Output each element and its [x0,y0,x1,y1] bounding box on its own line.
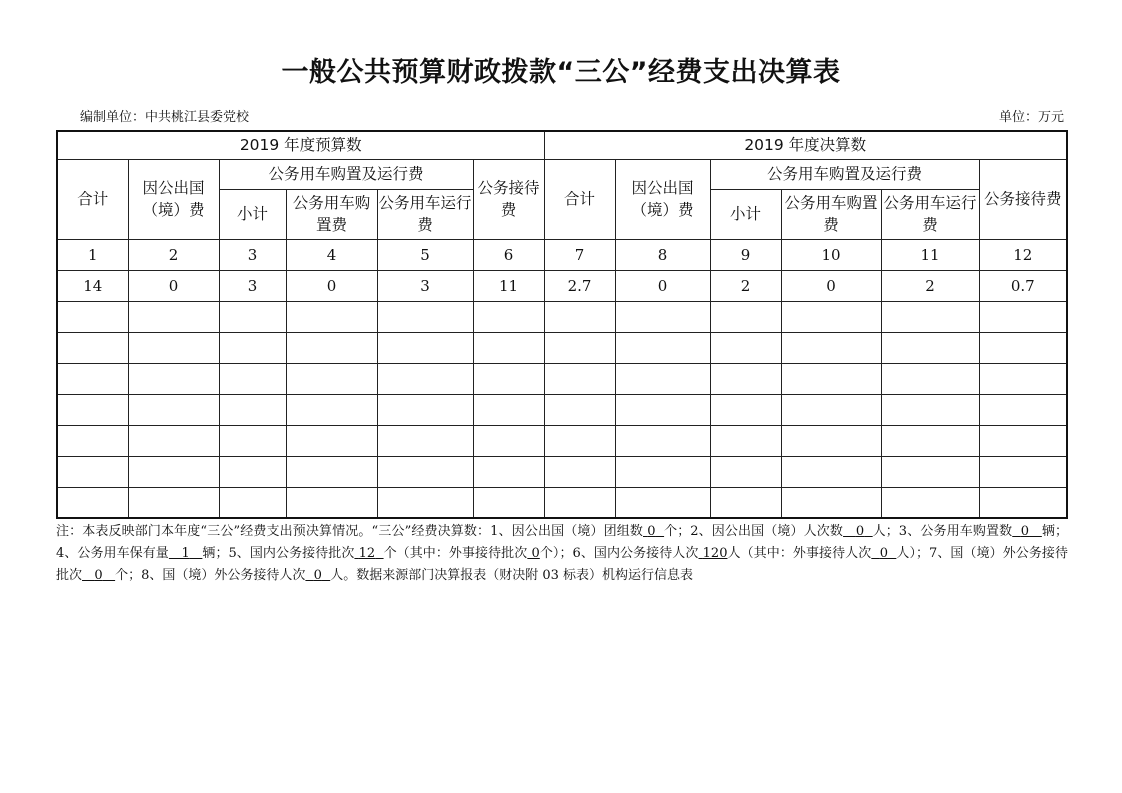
empty-row [57,363,1067,394]
empty-row [57,332,1067,363]
table-cell: 8 [615,239,710,270]
budget-group-header: 2019 年度预算数 [57,131,544,159]
final-subtotal-header: 小计 [710,189,781,239]
table-cell: 2 [710,270,781,301]
table-cell: 2.7 [544,270,615,301]
travel-persons-value: 0 [855,524,865,539]
table-cell: 5 [377,239,473,270]
table-cell: 10 [781,239,881,270]
index-row [57,239,1067,270]
compiling-unit: 编制单位：中共桃江县委党校 [80,110,250,125]
domestic-reception-batches-value: 12 [358,546,376,561]
budget-subtotal-header: 小计 [219,189,286,239]
table-cell: 0 [128,270,219,301]
table-cell: 0 [615,270,710,301]
table-cell: 7 [544,239,615,270]
final-vehicle-running-header: 公务用车运行费 [881,189,979,239]
table-cell: 2 [128,239,219,270]
empty-row [57,301,1067,332]
footnote: 注：本表反映部门本年度“三公”经费支出预决算情况。“三公”经费决算数：1、因公出国（境）团组数 0 个；2、因公出国（境）人次数 0 人；3、公务用车购置数 0 辆；4、公务用车保有量 1 辆；5、国内公务接待批次 12 个（其中：外事接待批次 0个）；6、国内公务接待人次 120人（其中：外事接待人次 0 人）；7、国（境）外公务接待批次 0 个；8、国（境）外公务接待人次 0 人。数据来源部门决算报表（财决附 03 标表）机构运行信息表 [56,524,1068,583]
table-cell: 0 [286,270,377,301]
final-total-header: 合计 [544,159,615,239]
budget-travel-header: 因公出国（境）费 [128,159,219,239]
final-vehicle-group-header: 公务用车购置及运行费 [710,159,979,189]
empty-row [57,394,1067,425]
final-reception-header: 公务接待费 [979,159,1067,239]
empty-row [57,456,1067,487]
table-cell: 0 [781,270,881,301]
empty-row [57,425,1067,456]
overseas-reception-batches-value: 0 [94,568,103,583]
overseas-reception-persons-value: 0 [313,568,322,583]
table-cell: 14 [57,270,128,301]
foreign-affairs-persons-value: 0 [879,546,888,561]
table-cell: 3 [219,239,286,270]
column-header-row [57,159,1067,189]
expense-table [56,130,1068,519]
table-cell: 3 [219,270,286,301]
table-cell: 6 [473,239,544,270]
table-cell: 9 [710,239,781,270]
table-cell: 1 [57,239,128,270]
group-header-row [57,131,1067,159]
table-cell: 2 [881,270,979,301]
table-cell: 11 [473,270,544,301]
table-cell: 3 [377,270,473,301]
table-cell: 11 [881,239,979,270]
vehicle-holdings-value: 1 [181,546,190,561]
final-travel-header: 因公出国（境）费 [615,159,710,239]
budget-vehicle-purchase-header: 公务用车购置费 [286,189,377,239]
table-cell: 0.7 [979,270,1067,301]
domestic-reception-persons-value: 120 [702,546,728,561]
currency-unit: 单位：万元 [998,110,1064,125]
vehicle-purchase-count-value: 0 [1020,524,1030,539]
budget-vehicle-running-header: 公务用车运行费 [377,189,473,239]
data-row [57,270,1067,301]
final-vehicle-purchase-header: 公务用车购置费 [781,189,881,239]
budget-reception-header: 公务接待费 [473,159,544,239]
final-group-header: 2019 年度决算数 [544,131,1067,159]
page-title: 一般公共预算财政拨款“三公”经费支出决算表 [281,57,841,88]
budget-vehicle-group-header: 公务用车购置及运行费 [219,159,473,189]
foreign-affairs-batches-value: 0 [531,546,540,561]
budget-total-header: 合计 [57,159,128,239]
table-cell: 4 [286,239,377,270]
table-cell: 12 [979,239,1067,270]
empty-row [57,487,1067,518]
travel-groups-value: 0 [647,524,656,539]
